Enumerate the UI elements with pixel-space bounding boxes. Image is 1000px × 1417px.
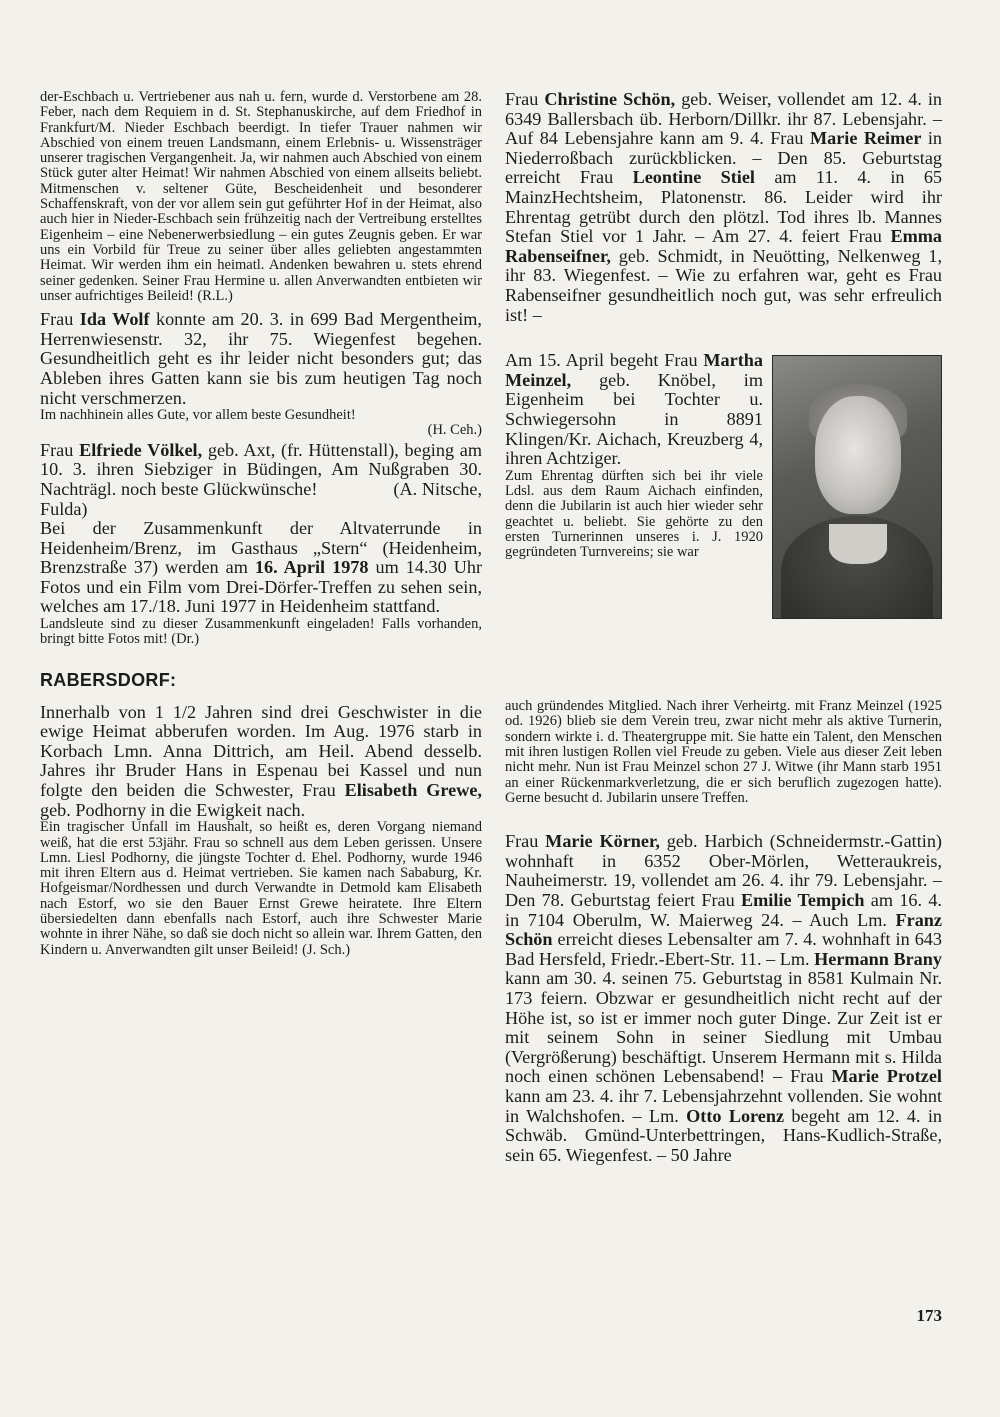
birthday-ida-wolf: Frau Ida Wolf konnte am 20. 3. in 699 Bad Mergentheim, Herrenwiesenstr. 32, ihr 75. Wiegenfest begehen. Gesundheitlich geht es ihr leider nicht besonders gut; das Ableben ihres Gatten kann sie bis zum heutigen Tag noch nicht verschmerzen.	[40, 309, 482, 408]
rabersdorf-accident-report: Ein tragischer Unfall im Haushalt, so heißt es, deren Vorgang niemand weiß, hat die erst 53jähr. Frau so schnell aus dem Leben gerissen. Unsere Lmn. Liesl Podhorny, die jüngste Tochter d. Ehel. Podhorny, wurde 1946 mit ihren Eltern aus d. Heimat vertrieben. Sie kamen nach Sababurg, Kr. Hofgeismar/Nordhessen und durch Verwandte in Detmold kam Elisabeth nach Estorf, wo sie den Bauer Ernst Grewe heiratete. Ihre Eltern übersiedelten dann ebenfalls nach Estorf, auch ihre Schwester Marie wohnte in ihrer Nähe, so daß sie doch nicht so allein war. Ihrem Gatten, den Kindern u. Anverwandten gilt unser Beileid! (J. Sch.)	[40, 819, 482, 958]
event-date: 16. April 1978	[254, 557, 369, 578]
invitation-note: Landsleute sind zu dieser Zusammenkunft eingeladen! Falls vorhanden, bringt bitte Fotos mit! (Dr.)	[40, 616, 482, 648]
altvaterrunde-notice: Bei der Zusammenkunft der Altvaterrunde in Heidenheim/Brenz, im Gasthaus „Stern“ (Heidenheim, Brenzstraße 37) werden am 16. April 1978 um 14.30 Uhr Fotos und ein Film vom Drei-Dörfer-Treffen zu sehen sein, welches am 17./18. Juni 1977 in Heidenheim stattfand.	[40, 518, 482, 617]
meinzel-feature	[505, 351, 942, 699]
name-hermann-brany: Hermann Brany	[814, 948, 942, 969]
name-emma-rabenseifner: Emma Rabenseifner,	[505, 226, 942, 266]
name-marie-protzel: Marie Protzel	[831, 1066, 942, 1087]
name-marie-koerner: Marie Körner,	[545, 831, 660, 852]
birthdays-block-1: Frau Christine Schön, geb. Weiser, vollendet am 12. 4. in 6349 Ballersbach üb. Herborn/Dillkr. ihr 87. Lebensjahr. – Auf 84 Lebensjahre kann am 9. 4. Frau Marie Reimer in Niederroßbach zurückblicken. – Den 85. Geburtstag erreicht Frau Leontine Stiel am 11. 4. in 65 MainzHechtsheim, Platonenstr. 86. Leider wird ihr Ehrentag getrübt durch den plötzl. Tod ihres lb. Mannes Stefan Stiel vor 1 Jahr. – Am 27. 4. feiert Frau Emma Rabenseifner, geb. Schmidt, in Neuötting, Nelkenweg 1, ihr 83. Wiegenfest. – Wie zu erfahren war, geht es Frau Rabenseifner gesundheitlich noch gut, was sehr erfreulich ist! –	[505, 89, 943, 325]
obituary-continuation: der-Eschbach u. Vertriebener aus nah u. fern, wurde d. Verstorbene am 28. Feber, nach dem Requiem in d. St. Stephanuskirche, auf dem Friedhof in Frankfurt/M. Nieder Eschbach beerdigt. In tiefer Trauer nahmen wir Abschied von einem treuen Landsmann, einem Erlebnis- u. Wissensträger unserer tragischen Vergangenheit. Ja, wir nahmen auch Abschied von einem Stück guter alter Heimat! Wir nahmen Abschied von einem allseits beliebt. Mitmenschen v. seltener Güte, Bescheidenheit und besonderer Schaffenskraft, von der vor allem sein gut geführter Hof in der Heimat, also auch hier in Nieder-Eschbach sein frühzeitig nach der Vertreibung erstelltes Eigenheim – eine Nebenerwerbsiedlung – ein gutes Zeugnis geben. Er war uns ein Vorbild für Treue zu seiner über alles geliebten angestammten Heimat. Wir werden ihm ein heimatl. Andenken bewahren u. stets ehrend seiner gedenken. Seiner Frau Hermine u. allen Anverwandten entbieten wir unser aufrichtiges Beileid! (R.L.)	[40, 89, 482, 304]
name-christine-schoen: Christine Schön,	[544, 89, 676, 109]
name-ida-wolf: Ida Wolf	[79, 309, 150, 330]
page-number: 173	[916, 1306, 942, 1325]
rabersdorf-siblings: Innerhalb von 1 1/2 Jahren sind drei Geschwister in die ewige Heimat abberufen worden. Im Aug. 1976 starb in Korbach Lmn. Anna Dittrich, am Heil. Abend desselb. Jahres ihr Bruder Hans in Espenau bei Kassel und nun folgte den beiden die Schwester, Frau Elisabeth Grewe, geb. Podhorny in die Ewigkeit nach.	[40, 701, 482, 820]
signature-h-ceh: (H. Ceh.)	[427, 422, 482, 439]
name-martha-meinzel: Martha Meinzel,	[505, 350, 763, 390]
meinzel-text-narrow: Zum Ehrentag dürften sich bei ihr viele Ldsl. aus dem Raum Aichach einfinden, denn die Jubilarin ist auch hier wieder sehr geachtet u. beliebt. Sie gehörte zu den ersten Turnerinnen unseres i. J. 1920 gegründeten Turnvereins; sie war	[505, 467, 763, 561]
meinzel-text-full: auch gründendes Mitglied. Nach ihrer Verheirtg. mit Franz Meinzel (1925 od. 1926) blieb sie dem Verein treu, zwar nicht mehr als aktive Turnerin, sondern wirkte i. d. Theatergruppe mit. Sie hatte ein Talent, den Menschen mit ihren lustigen Rollen viel Freude zu geben. Viele aus dieser Zeit leben nicht mehr. Nun ist Frau Meinzel schon 27 J. Witwe (ihr Mann starb 1951 an einer Rückenmarkverletzung, die er sich beruflich zugezogen hatte). Gerne besucht d. Jubilarin unsere Treffen.	[505, 698, 942, 806]
name-leontine-stiel: Leontine Stiel	[632, 167, 755, 188]
right-column	[505, 90, 942, 1165]
birthdays-block-2: Frau Marie Körner, geb. Harbich (Schneidermstr.-Gattin) wohnhaft in 6352 Ober-Mörlen, Wetteraukreis, Nauheimerstr. 19, vollendet am 26. 4. ihr 79. Lebensjahr. – Den 78. Geburtstag feiert Frau Emilie Tempich am 16. 4. in 7104 Oberulm, W. Maierweg 24. – Auch Lm. Franz Schön erreicht dieses Lebensalter am 7. 4. wohnhaft in 643 Bad Hersfeld, Friedr.-Ebert-Str. 11. – Lm. Hermann Brany kann am 30. 4. seinen 75. Geburtstag in 8581 Kulmain Nr. 173 feiern. Obzwar er gesundheitlich nicht recht auf der Höhe ist, so ist er immer noch guter Dinge. Zur Zeit ist er mit seinem Sohn in seiner Siedlung mit Umbau (Vergrößerung) beschäftigt. Unserem Hermann mit s. Hilda noch einen schönen Lebensabend! – Frau Marie Protzel kann am 23. 4. ihr 7. Lebensjahrzehnt vollenden. Sie wohnt in Walchshofen. – Lm. Otto Lorenz begeht am 12. 4. in Schwäb. Gmünd-Unterbettringen, Hans-Kudlich-Straße, sein 65. Wiegenfest. – 50 Jahre	[505, 831, 942, 1165]
name-marie-reimer: Marie Reimer	[809, 128, 922, 149]
portrait-photo	[772, 355, 942, 619]
left-column	[40, 89, 487, 958]
section-heading-rabersdorf: RABERSDORF:	[40, 669, 177, 690]
wishes-line: Im nachhinein alles Gute, vor allem beste Gesundheit!	[40, 407, 356, 424]
name-elisabeth-grewe: Elisabeth Grewe,	[344, 780, 482, 801]
birthday-martha-meinzel: Am 15. April begeht Frau Martha Meinzel, geb. Knöbel, im Eigenheim bei Tochter u. Schwiegersohn in 8891 Klingen/Kr. Aichach, Kreuzberg 4, ihren Achtziger.	[505, 350, 763, 469]
name-emilie-tempich: Emilie Tempich	[741, 889, 865, 910]
name-elfriede-voelkel: Elfriede Völkel,	[79, 439, 203, 460]
birthday-elfriede-voelkel: Frau Elfriede Völkel, geb. Axt, (fr. Hüttenstall), beging am 10. 3. ihren Siebziger in Büdingen, Am Nußgraben 30. Nachträgl. noch beste Glückwünsche! (A. Nitsche, Fulda)	[40, 439, 487, 519]
name-otto-lorenz: Otto Lorenz	[686, 1105, 785, 1126]
name-franz-schoen: Franz Schön	[505, 909, 942, 950]
